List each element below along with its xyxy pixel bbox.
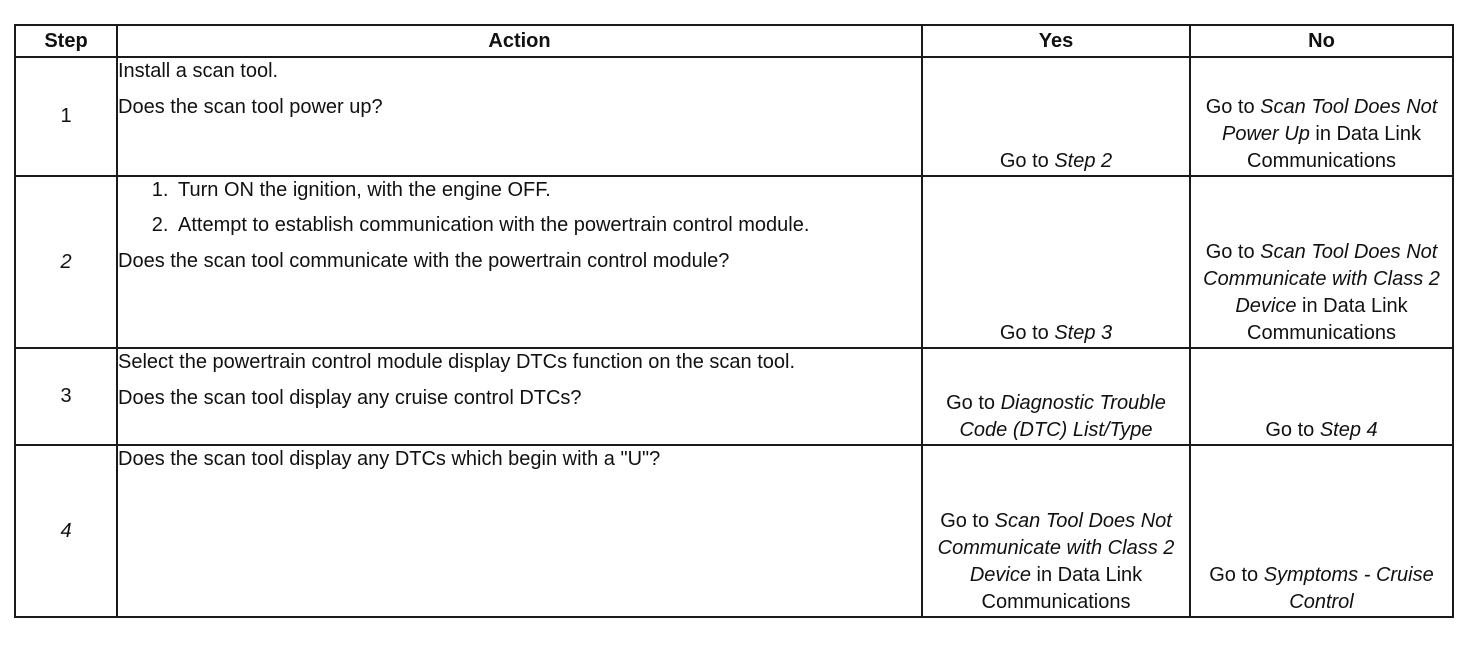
action-step-item: 1. Turn ON the ignition, with the engine OFF. (174, 177, 921, 204)
header-action: Action (117, 25, 922, 57)
no-link[interactable]: Scan Tool Does Not Power Up (1222, 96, 1438, 145)
no-prefix: Go to (1209, 564, 1264, 586)
yes-suffix: in Data Link Communications (981, 564, 1143, 613)
no-link[interactable]: Symptoms - Cruise Control (1263, 564, 1434, 613)
no-prefix: Go to (1205, 96, 1261, 118)
action-steps-list (118, 177, 921, 239)
table-row (15, 348, 1453, 445)
step-number: 3 (15, 348, 117, 445)
table-row (15, 57, 1453, 176)
yes-prefix: Go to (940, 510, 995, 532)
yes-link[interactable]: Step 2 (1054, 150, 1113, 172)
no-prefix: Go to (1205, 241, 1261, 263)
yes-cell (922, 57, 1190, 176)
table-row (15, 445, 1453, 617)
no-cell (1190, 176, 1453, 348)
action-cell (117, 176, 922, 348)
action-question: Does the scan tool power up? (118, 96, 383, 118)
yes-cell (922, 176, 1190, 348)
action-step-item: 2. Attempt to establish communication with the powertrain control module. (174, 212, 921, 239)
yes-prefix: Go to (999, 322, 1055, 344)
yes-prefix: Go to (946, 392, 1001, 414)
header-row (15, 25, 1453, 57)
no-suffix: in Data Link Communications (1247, 123, 1421, 172)
no-prefix: Go to (1265, 419, 1320, 441)
action-text: Select the powertrain control module display DTCs function on the scan tool. (118, 351, 796, 373)
yes-link[interactable]: Step 3 (1054, 322, 1113, 344)
no-cell (1190, 348, 1453, 445)
yes-prefix: Go to (999, 150, 1055, 172)
no-suffix: in Data Link Communications (1247, 295, 1408, 344)
no-link[interactable]: Step 4 (1319, 419, 1378, 441)
yes-cell (922, 348, 1190, 445)
table-row (15, 176, 1453, 348)
header-step: Step (15, 25, 117, 57)
action-question: Does the scan tool communicate with the powertrain control module? (118, 250, 730, 272)
no-cell (1190, 445, 1453, 617)
header-no: No (1190, 25, 1453, 57)
yes-link[interactable]: Diagnostic Trouble Code (DTC) List/Type (959, 392, 1166, 441)
action-question: Does the scan tool display any DTCs which begin with a "U"? (118, 448, 661, 470)
action-cell (117, 57, 922, 176)
yes-cell (922, 445, 1190, 617)
no-link[interactable]: Scan Tool Does Not Communicate with Class 2 Device (1203, 241, 1440, 317)
header-yes: Yes (922, 25, 1190, 57)
diagnostic-table (14, 24, 1454, 618)
step-number: 1 (15, 57, 117, 176)
step-number: 4 (15, 445, 117, 617)
action-text: Install a scan tool. (118, 60, 279, 82)
action-cell (117, 445, 922, 617)
yes-link[interactable]: Scan Tool Does Not Communicate with Class 2 Device (937, 510, 1175, 586)
no-cell (1190, 57, 1453, 176)
action-question: Does the scan tool display any cruise control DTCs? (118, 387, 582, 409)
action-cell (117, 348, 922, 445)
step-number: 2 (15, 176, 117, 348)
